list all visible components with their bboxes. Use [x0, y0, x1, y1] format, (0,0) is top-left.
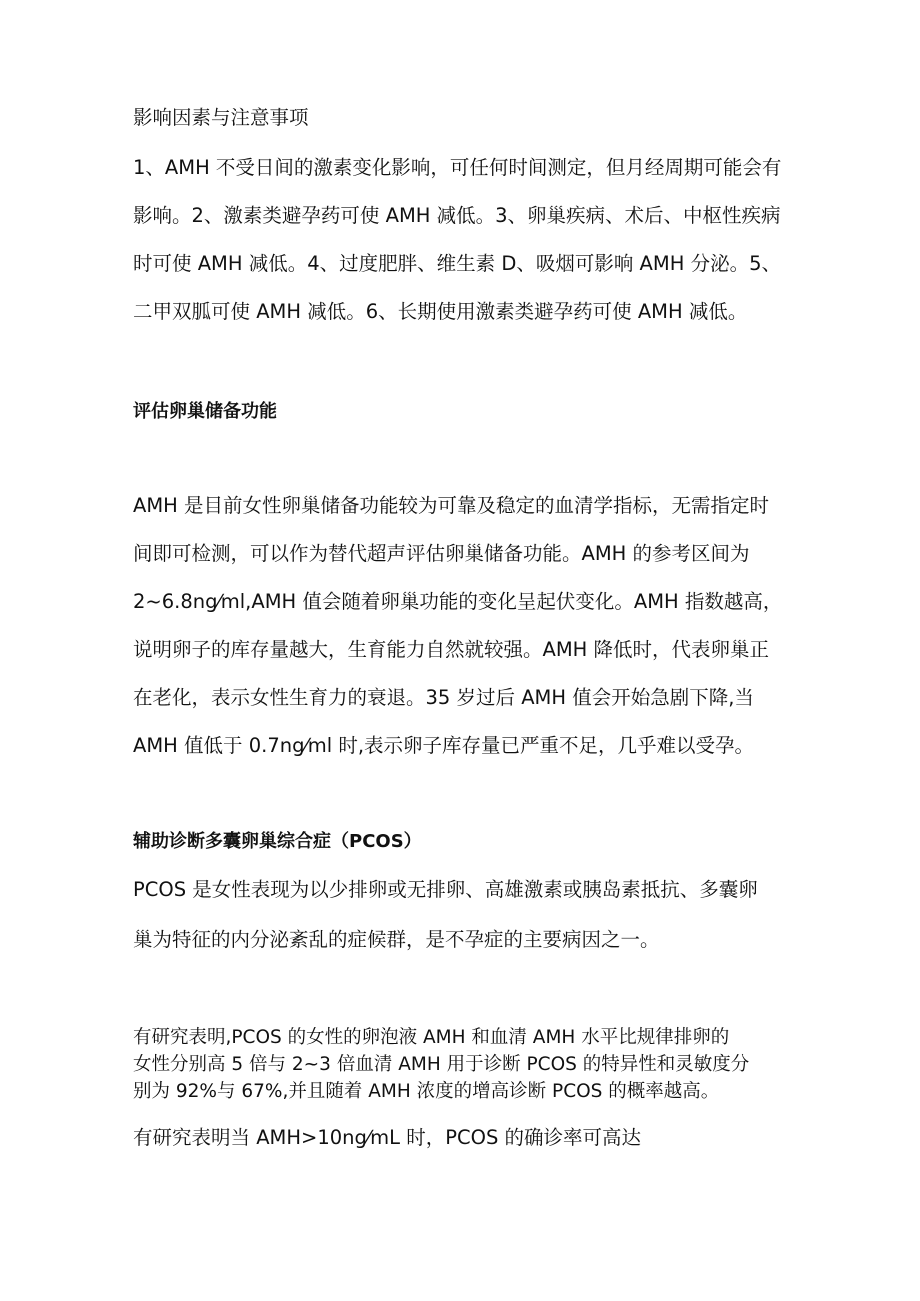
section-title-ovarian-reserve: 评估卵巢储备功能	[133, 401, 277, 422]
paragraph-line: 间即可检测，可以作为替代超声评估卵巢储备功能。AMH 的参考区间为	[133, 542, 750, 565]
paragraph-line: 二甲双胍可使 AMH 减低。6、长期使用激素类避孕药可使 AMH 减低。	[133, 300, 748, 323]
paragraph-line: 时可使 AMH 减低。4、过度肥胖、维生素 D、吸烟可影响 AMH 分泌。5、	[133, 252, 781, 275]
paragraph-line: AMH 是目前女性卵巢储备功能较为可靠及稳定的血清学指标，无需指定时	[133, 494, 770, 517]
paragraph-line: AMH 值低于 0.7ng⁄ml 时,表示卵子库存量已严重不足，几乎难以受孕。	[133, 734, 755, 757]
research-line: 女性分别高 5 倍与 2~3 倍血清 AMH 用于诊断 PCOS 的特异性和灵敏度分	[133, 1054, 750, 1075]
paragraph-line: 巢为特征的内分泌紊乱的症候群，是不孕症的主要病因之一。	[133, 928, 660, 951]
research-line: 有研究表明,PCOS 的女性的卵泡液 AMH 和血清 AMH 水平比规律排卵的	[133, 1027, 730, 1048]
section-title-influencing-factors: 影响因素与注意事项	[133, 106, 309, 129]
section-title-pcos: 辅助诊断多囊卵巢综合症（PCOS）	[133, 831, 422, 852]
paragraph-line: 在老化，表示女性生育力的衰退。35 岁过后 AMH 值会开始急剧下降,当	[133, 686, 754, 709]
paragraph-line: 2~6.8ng⁄ml,AMH 值会随着卵巢功能的变化呈起伏变化。AMH 指数越高，	[133, 590, 783, 613]
paragraph-line: 1、AMH 不受日间的激素变化影响，可任何时间测定，但月经周期可能会有	[133, 156, 782, 179]
paragraph-line: 说明卵子的库存量越大，生育能力自然就较强。AMH 降低时，代表卵巢正	[133, 638, 770, 661]
research-last-line: 有研究表明当 AMH>10ng⁄mL 时，PCOS 的确诊率可高达	[133, 1126, 642, 1149]
paragraph-line: PCOS 是女性表现为以少排卵或无排卵、高雄激素或胰岛素抵抗、多囊卵	[133, 878, 758, 901]
paragraph-line: 影响。2、激素类避孕药可使 AMH 减低。3、卵巢疾病、术后、中枢性疾病	[133, 204, 781, 227]
research-line: 别为 92%与 67%,并且随着 AMH 浓度的增高诊断 PCOS 的概率越高。	[133, 1081, 720, 1102]
